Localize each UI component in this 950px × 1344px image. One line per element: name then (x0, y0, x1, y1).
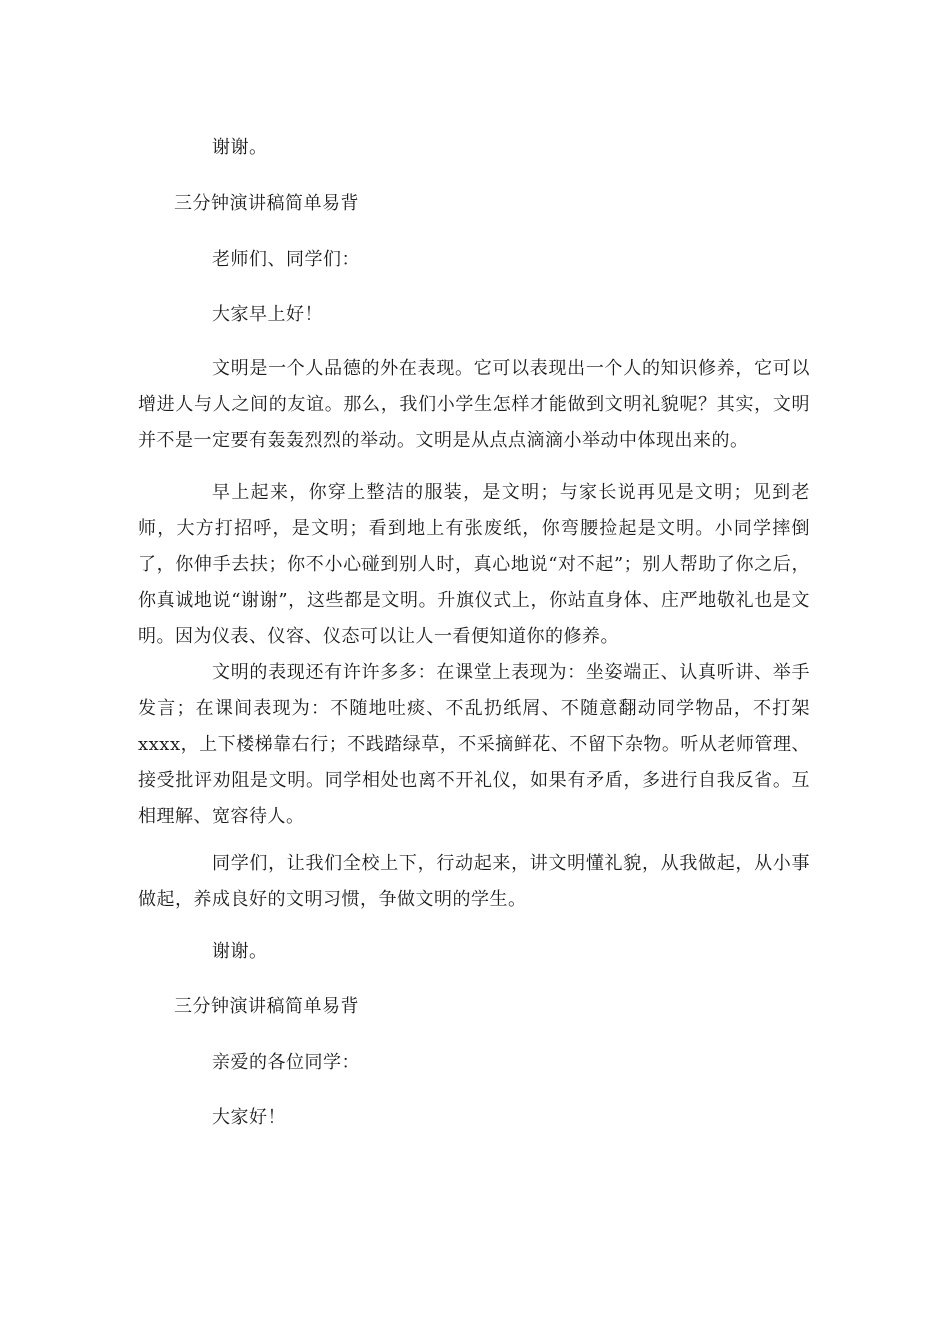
body-paragraph: 早上起来，你穿上整洁的服装，是文明；与家长说再见是文明；见到老师，大方打招呼，是文明；看到地上有张废纸，你弯腰捡起是文明。小同学摔倒了，你伸手去扶；你不小心碰到别人时，真心地说“对不起”；别人帮助了你之后，你真诚地说“谢谢”，这些都是文明。升旗仪式上，你站直身体、庄严地敬礼也是文明。因为仪表、仪容、仪态可以让人一看便知道你的修养。 (138, 482, 810, 647)
closing-thanks: 谢谢。 (212, 137, 268, 158)
body-paragraph: 文明的表现还有许许多多：在课堂上表现为：坐姿端正、认真听讲、举手发言；在课间表现为：不随地吐痰、不乱扔纸屑、不随意翻动同学物品，不打架xxxx，上下楼梯靠右行；不践踏绿草，不采摘鲜花、不留下杂物。听从老师管理、接受批评劝阻是文明。同学相处也离不开礼仪，如果有矛盾，多进行自我反省。互相理解、宽容待人。 (138, 662, 810, 827)
speech-title: 三分钟演讲稿简单易背 (174, 996, 359, 1017)
body-paragraph: 文明是一个人品德的外在表现。它可以表现出一个人的知识修养，它可以增进人与人之间的友谊。那么，我们小学生怎样才能做到文明礼貌呢？其实，文明并不是一定要有轰轰烈烈的举动。文明是从点点滴滴小举动中体现出来的。 (138, 358, 810, 451)
closing-thanks: 谢谢。 (212, 941, 268, 962)
salutation: 老师们、同学们： (212, 249, 360, 270)
greeting: 大家早上好！ (212, 304, 323, 325)
speech-title: 三分钟演讲稿简单易背 (174, 193, 359, 214)
greeting: 大家好！ (212, 1107, 286, 1128)
salutation: 亲爱的各位同学： (212, 1052, 360, 1073)
body-paragraph: 同学们，让我们全校上下，行动起来，讲文明懂礼貌，从我做起，从小事做起，养成良好的文明习惯，争做文明的学生。 (138, 853, 810, 910)
